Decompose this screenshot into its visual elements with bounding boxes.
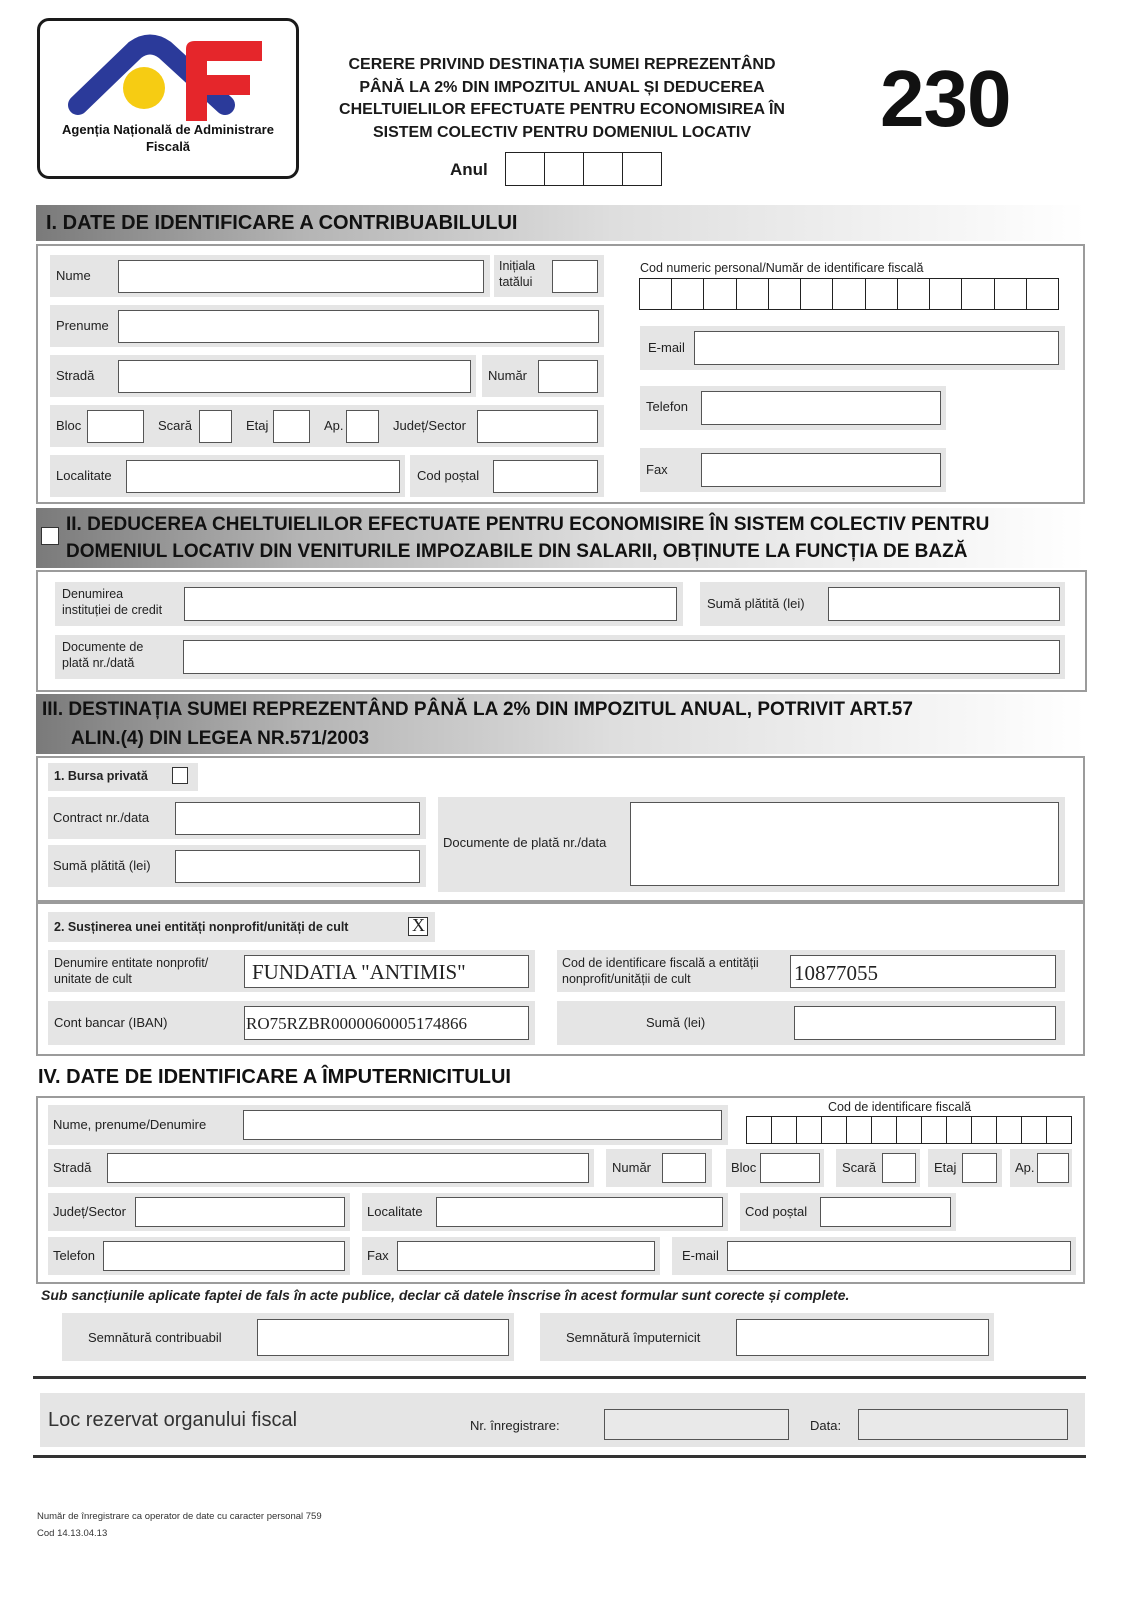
suma-platita-label: Sumă plătită (lei)	[707, 596, 805, 611]
agency-logo-frame	[37, 18, 299, 179]
institutie-credit-input[interactable]	[184, 587, 677, 621]
cnp-digit[interactable]	[962, 279, 994, 309]
documente-label-line: plată nr./dată	[62, 656, 135, 670]
email-imp-label: E-mail	[682, 1248, 719, 1263]
cont-bancar-input[interactable]	[244, 1006, 529, 1040]
cod-entitate-value: 10877055	[794, 961, 878, 985]
cont-bancar-value: RO75RZBR0000060005174866	[246, 1014, 468, 1033]
section-1-title: I. DATE DE IDENTIFICARE A CONTRIBUABILULUI	[36, 205, 1086, 241]
suma-platita-bursa-label: Sumă plătită (lei)	[53, 858, 151, 873]
year-digit[interactable]	[545, 153, 584, 185]
nr-inregistrare-input[interactable]	[604, 1409, 789, 1440]
cnp-digit[interactable]	[704, 279, 736, 309]
cod-ident-imp-label: Cod de identificare fiscală	[828, 1100, 972, 1114]
denumirea-label	[62, 586, 162, 618]
bloc-label: Bloc	[56, 418, 82, 433]
sustinere-checkbox[interactable]	[408, 917, 428, 936]
telefon-input[interactable]	[701, 391, 941, 425]
email-input[interactable]	[694, 331, 1059, 365]
strada-imp-label: Stradă	[53, 1160, 92, 1175]
initiala-label	[499, 258, 535, 290]
judet-imp-input[interactable]	[135, 1197, 345, 1227]
form-number: 230	[880, 54, 1011, 143]
scara-imp-label: Scară	[842, 1160, 876, 1175]
fax-label: Fax	[646, 462, 668, 477]
denumire-entitate-input[interactable]	[244, 955, 529, 988]
fax-input[interactable]	[701, 453, 941, 487]
declaration-text: Sub sancțiunile aplicate faptei de fals în acte publice, declar că datele înscrise în acest formular sunt corecte și complete.	[41, 1287, 850, 1303]
ap-imp-input[interactable]	[1037, 1153, 1069, 1183]
judet-input[interactable]	[477, 410, 598, 443]
section-3-title-line: III. DESTINAȚIA SUMEI REPREZENTÂND PÂNĂ LA 2% DIN IMPOZITUL ANUAL, POTRIVIT ART.57	[42, 699, 913, 720]
cod-entitate-label-line: Cod de identificare fiscală a entității	[562, 956, 759, 970]
numar-imp-input[interactable]	[662, 1153, 706, 1183]
denumire-entitate-value: FUNDATIA "ANTIMIS"	[252, 960, 466, 984]
sustinere-label: 2. Susținerea unei entități nonprofit/unități de cult	[54, 920, 349, 934]
documente-plata-bursa-input[interactable]	[630, 802, 1059, 886]
bursa-checkbox[interactable]	[172, 767, 188, 784]
cnp-digit[interactable]	[1027, 279, 1058, 309]
year-digit[interactable]	[584, 153, 623, 185]
cod-postal-input[interactable]	[493, 460, 598, 493]
data-label: Data:	[810, 1418, 842, 1433]
judet-imp-label: Județ/Sector	[53, 1204, 126, 1219]
section-2-title-line: DOMENIUL LOCATIV DIN VENITURILE IMPOZABILE DIN SALARII, OBȚINUTE LA FUNCȚIA DE BAZĂ	[66, 541, 968, 562]
semnatura-contribuabil-label: Semnătură contribuabil	[88, 1330, 222, 1345]
year-digit[interactable]	[506, 153, 545, 185]
email-label: E-mail	[648, 340, 685, 355]
fax-imp-input[interactable]	[397, 1241, 655, 1271]
suma-platita-bursa-input[interactable]	[175, 850, 420, 883]
nume-imp-input[interactable]	[243, 1110, 722, 1140]
telefon-imp-label: Telefon	[53, 1248, 95, 1263]
etaj-input[interactable]	[273, 410, 310, 443]
cnp-digit[interactable]	[866, 279, 898, 309]
cod-digit[interactable]	[847, 1117, 872, 1143]
footer-operator-line: Număr de înregistrare ca operator de date cu caracter personal 759	[37, 1511, 322, 1522]
documente-label-line: Documente de	[62, 640, 144, 654]
data-input[interactable]	[858, 1409, 1068, 1440]
denumire-entitate-label-line: unitate de cult	[54, 972, 132, 986]
nume-imp-label: Nume, prenume/Denumire	[53, 1117, 207, 1132]
cod-digit[interactable]	[972, 1117, 997, 1143]
section-3-title-line: ALIN.(4) DIN LEGEA NR.571/2003	[71, 728, 370, 749]
cnp-digit[interactable]	[801, 279, 833, 309]
telefon-label: Telefon	[646, 399, 688, 414]
cod-digit[interactable]	[822, 1117, 847, 1143]
suma-lei-input[interactable]	[794, 1006, 1056, 1040]
prenume-input[interactable]	[118, 310, 599, 343]
numar-imp-label: Număr	[612, 1160, 652, 1175]
nume-label: Nume	[56, 268, 91, 283]
semnatura-imputernicit-input[interactable]	[736, 1319, 989, 1356]
cnp-digit[interactable]	[995, 279, 1027, 309]
reserved-divider-bottom	[33, 1455, 1086, 1458]
bloc-imp-input[interactable]	[760, 1153, 820, 1183]
cod-digit[interactable]	[772, 1117, 797, 1143]
etaj-imp-input[interactable]	[962, 1153, 997, 1183]
contract-input[interactable]	[175, 802, 420, 835]
documente-plata-input[interactable]	[183, 640, 1060, 674]
year-label: Anul	[450, 160, 488, 179]
strada-imp-input[interactable]	[107, 1153, 589, 1183]
fax-imp-label: Fax	[367, 1248, 389, 1263]
cnp-digit[interactable]	[640, 279, 672, 309]
form-title-line: CHELTUIELILOR EFECTUATE PENTRU ECONOMISIREA ÎN	[339, 101, 785, 118]
section-2-title	[36, 508, 1086, 568]
reserved-label: Loc rezervat organului fiscal	[48, 1409, 298, 1431]
reserved-divider-top	[33, 1376, 1086, 1379]
cnp-input[interactable]	[639, 278, 1059, 310]
section-4-title: IV. DATE DE IDENTIFICARE A ÎMPUTERNICITULUI	[38, 1066, 511, 1088]
cod-digit[interactable]	[897, 1117, 922, 1143]
denumirea-label-line: Denumirea	[62, 587, 124, 601]
form-title	[318, 54, 806, 144]
contract-label: Contract nr./data	[53, 810, 150, 825]
localitate-imp-input[interactable]	[436, 1197, 723, 1227]
ap-label: Ap.	[324, 418, 344, 433]
suma-platita-input[interactable]	[828, 587, 1060, 621]
cod-postal-imp-label: Cod poștal	[745, 1204, 808, 1219]
cod-digit[interactable]	[947, 1117, 972, 1143]
telefon-imp-input[interactable]	[103, 1241, 345, 1271]
etaj-label: Etaj	[246, 418, 269, 433]
year-input[interactable]	[505, 152, 662, 186]
cod-digit[interactable]	[797, 1117, 822, 1143]
cnp-label: Cod numeric personal/Număr de identificare fiscală	[640, 261, 924, 275]
cod-postal-label: Cod poștal	[417, 468, 480, 483]
denumirea-label-line: instituției de credit	[62, 603, 163, 617]
ap-input[interactable]	[346, 410, 379, 443]
cod-digit[interactable]	[997, 1117, 1022, 1143]
cnp-digit[interactable]	[930, 279, 962, 309]
prenume-label: Prenume	[56, 318, 109, 333]
scara-label: Scară	[158, 418, 192, 433]
semnatura-imputernicit-label: Semnătură împuternicit	[566, 1330, 701, 1345]
cod-digit[interactable]	[922, 1117, 947, 1143]
localitate-label: Localitate	[56, 468, 112, 483]
nr-inregistrare-label: Nr. înregistrare:	[470, 1418, 560, 1433]
form-title-line: CERERE PRIVIND DESTINAȚIA SUMEI REPREZENTÂND	[348, 56, 776, 73]
anaf-logo	[40, 25, 296, 135]
numar-label: Număr	[488, 368, 528, 383]
cod-ident-imp-input[interactable]	[746, 1116, 1072, 1144]
initiala-label-line: tatălui	[499, 275, 533, 289]
bursa-label: 1. Bursa privată	[54, 769, 148, 783]
semnatura-contribuabil-input[interactable]	[257, 1319, 509, 1356]
documente-label	[62, 639, 143, 671]
cnp-digit[interactable]	[672, 279, 704, 309]
bloc-input[interactable]	[87, 410, 144, 443]
judet-label: Județ/Sector	[393, 418, 466, 433]
cod-entitate-label-line: nonprofit/unității de cult	[562, 972, 691, 986]
localitate-imp-label: Localitate	[367, 1204, 423, 1219]
localitate-input[interactable]	[126, 460, 400, 493]
etaj-imp-label: Etaj	[934, 1160, 957, 1175]
cod-digit[interactable]	[1047, 1117, 1071, 1143]
cnp-digit[interactable]	[898, 279, 930, 309]
scara-imp-input[interactable]	[882, 1153, 916, 1183]
cnp-digit[interactable]	[769, 279, 801, 309]
numar-input[interactable]	[538, 360, 598, 393]
cont-bancar-label: Cont bancar (IBAN)	[54, 1015, 168, 1030]
nume-input[interactable]	[118, 260, 484, 293]
sustinere-check-mark: X	[412, 915, 425, 935]
bloc-imp-label: Bloc	[731, 1160, 757, 1175]
suma-lei-label: Sumă (lei)	[646, 1015, 706, 1030]
initiala-input[interactable]	[552, 260, 598, 293]
strada-label: Stradă	[56, 368, 95, 383]
initiala-label-line: Inițiala	[499, 259, 536, 273]
cod-entitate-input[interactable]	[790, 955, 1056, 988]
strada-input[interactable]	[118, 360, 471, 393]
denumire-entitate-label	[54, 955, 208, 987]
ap-imp-label: Ap.	[1015, 1160, 1035, 1175]
cod-digit[interactable]	[1022, 1117, 1047, 1143]
denumire-entitate-label-line: Denumire entitate nonprofit/	[54, 956, 209, 970]
cod-postal-imp-input[interactable]	[820, 1197, 951, 1227]
cnp-digit[interactable]	[833, 279, 865, 309]
logo-yellow-dot	[123, 67, 165, 109]
section-2-title-line: II. DEDUCEREA CHELTUIELILOR EFECTUATE PENTRU ECONOMISIRE ÎN SISTEM COLECTIV PENTRU	[66, 514, 990, 535]
cod-digit[interactable]	[747, 1117, 772, 1143]
cod-digit[interactable]	[872, 1117, 897, 1143]
year-digit[interactable]	[623, 153, 661, 185]
agency-name: Agenția Națională de Administrare Fiscală	[62, 122, 274, 154]
cod-entitate-label	[562, 955, 759, 987]
section-3-title	[36, 694, 1086, 754]
form-title-line: SISTEM COLECTIV PENTRU DOMENIUL LOCATIV	[372, 123, 752, 141]
section-2-checkbox[interactable]	[41, 527, 59, 545]
cnp-digit[interactable]	[737, 279, 769, 309]
scara-input[interactable]	[199, 410, 232, 443]
footer-code-line: Cod 14.13.04.13	[37, 1528, 108, 1539]
form-title-line: PÂNĂ LA 2% DIN IMPOZITUL ANUAL ȘI DEDUCEREA	[359, 78, 765, 96]
documente-plata-bursa-label: Documente de plată nr./data	[443, 835, 607, 850]
email-imp-input[interactable]	[727, 1241, 1071, 1271]
